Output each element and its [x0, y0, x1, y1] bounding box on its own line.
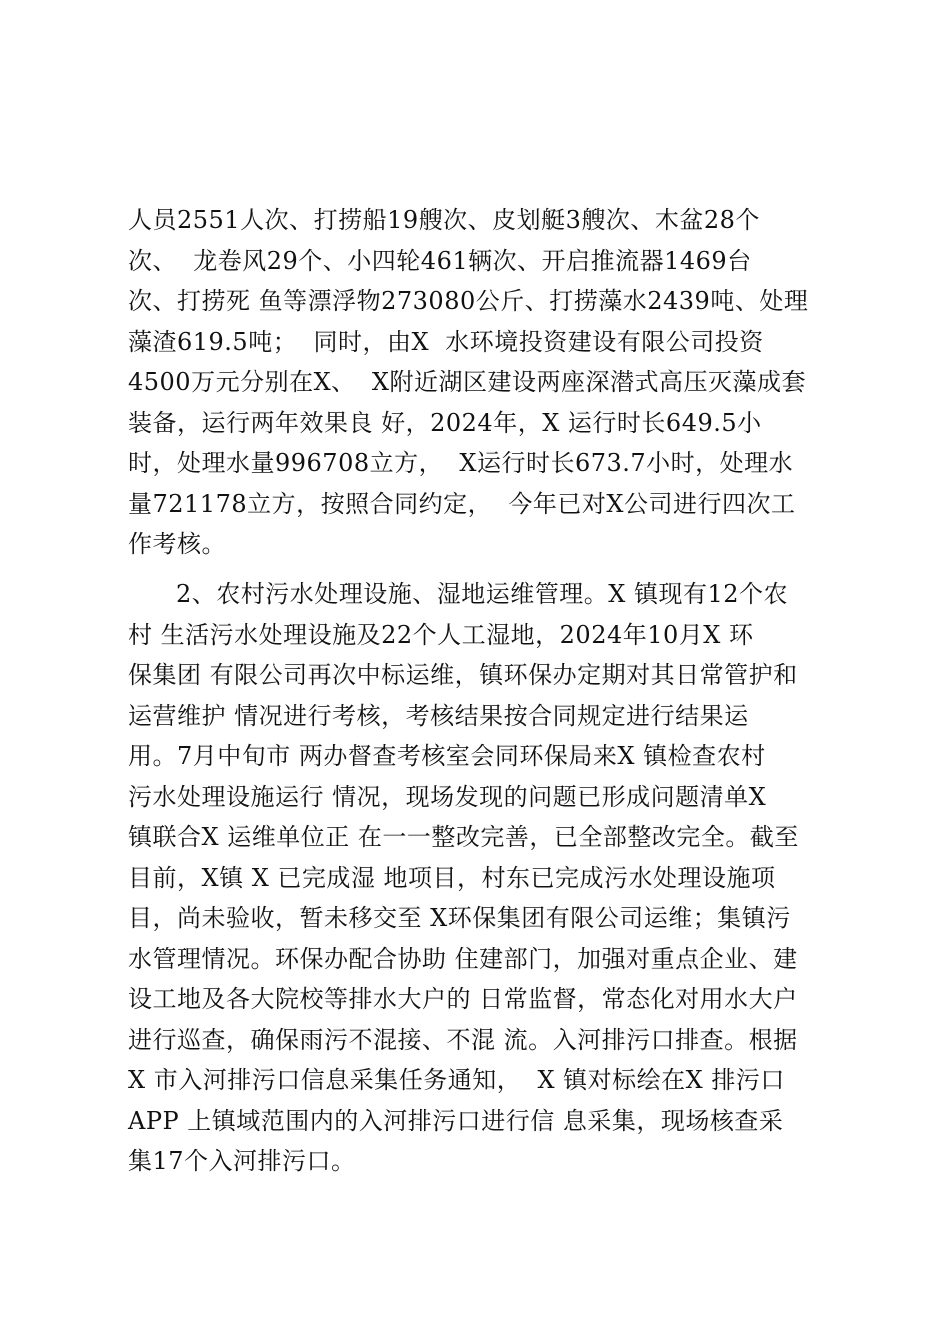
text-line: 保集团 有限公司再次中标运维，镇环保办定期对其日常管护和	[128, 661, 798, 689]
paragraph-1	[128, 200, 828, 565]
text-line: 运营维护 情况进行考核，考核结果按合同规定进行结果运	[128, 701, 749, 730]
text-line: 作考核。	[128, 530, 226, 558]
text-line: 目，尚未验收，暂未移交至 X环保集团有限公司运维；集镇污	[128, 904, 791, 932]
text-line: 设工地及各大院校等排水大户的 日常监督，常态化对用水大户	[128, 985, 798, 1013]
text-line: APP 上镇域范围内的入河排污口进行信 息采集，现场核查采	[128, 1106, 784, 1135]
text-line: 次、 龙卷风29个、小四轮461辆次、开启推流器1469台	[128, 246, 752, 275]
text-line: 目前，X镇 X 已完成湿 地项目，村东已完成污水处理设施项	[128, 863, 776, 892]
text-line: 水管理情况。环保办配合协助 住建部门，加强对重点企业、建	[128, 944, 798, 973]
text-line: 时，处理水量996708立方， X运行时长673.7小时，处理水	[128, 449, 794, 477]
text-line: 污水处理设施运行 情况，现场发现的问题已形成问题清单X	[128, 782, 767, 811]
text-line: 人员2551人次、打捞船19艘次、皮划艇3艘次、木盆28个	[128, 206, 760, 234]
text-line: 镇联合X 运维单位正 在一一整改完善，已全部整改完全。截至	[128, 823, 799, 851]
text-line: 次、打捞死 鱼等漂浮物273080公斤、打捞藻水2439吨、处理	[128, 287, 809, 315]
text-line: X 市入河排污口信息采集任务通知， X 镇对标绘在X 排污口	[128, 1066, 785, 1094]
text-line: 村 生活污水处理设施及22个人工湿地，2024年10月X 环	[128, 620, 754, 649]
paragraph-2	[128, 574, 828, 1182]
text-line: 集17个入河排污口。	[128, 1147, 356, 1175]
text-line: 2、农村污水处理设施、湿地运维管理。X 镇现有12个农	[176, 580, 789, 608]
text-line: 藻渣619.5吨； 同时，由X 水环境投资建设有限公司投资	[128, 327, 764, 356]
text-line: 用。7月中旬市 两办督查考核室会同环保局来X 镇检查农村	[128, 742, 766, 770]
text-line: 量721178立方，按照合同约定， 今年已对X公司进行四次工	[128, 489, 796, 518]
text-line: 进行巡查，确保雨污不混接、不混 流。入河排污口排查。根据	[128, 1025, 798, 1054]
text-line: 装备，运行两年效果良 好，2024年，X 运行时长649.5小	[128, 408, 762, 437]
text-line: 4500万元分别在X、 X附近湖区建设两座深潜式高压灭藻成套	[128, 368, 807, 396]
